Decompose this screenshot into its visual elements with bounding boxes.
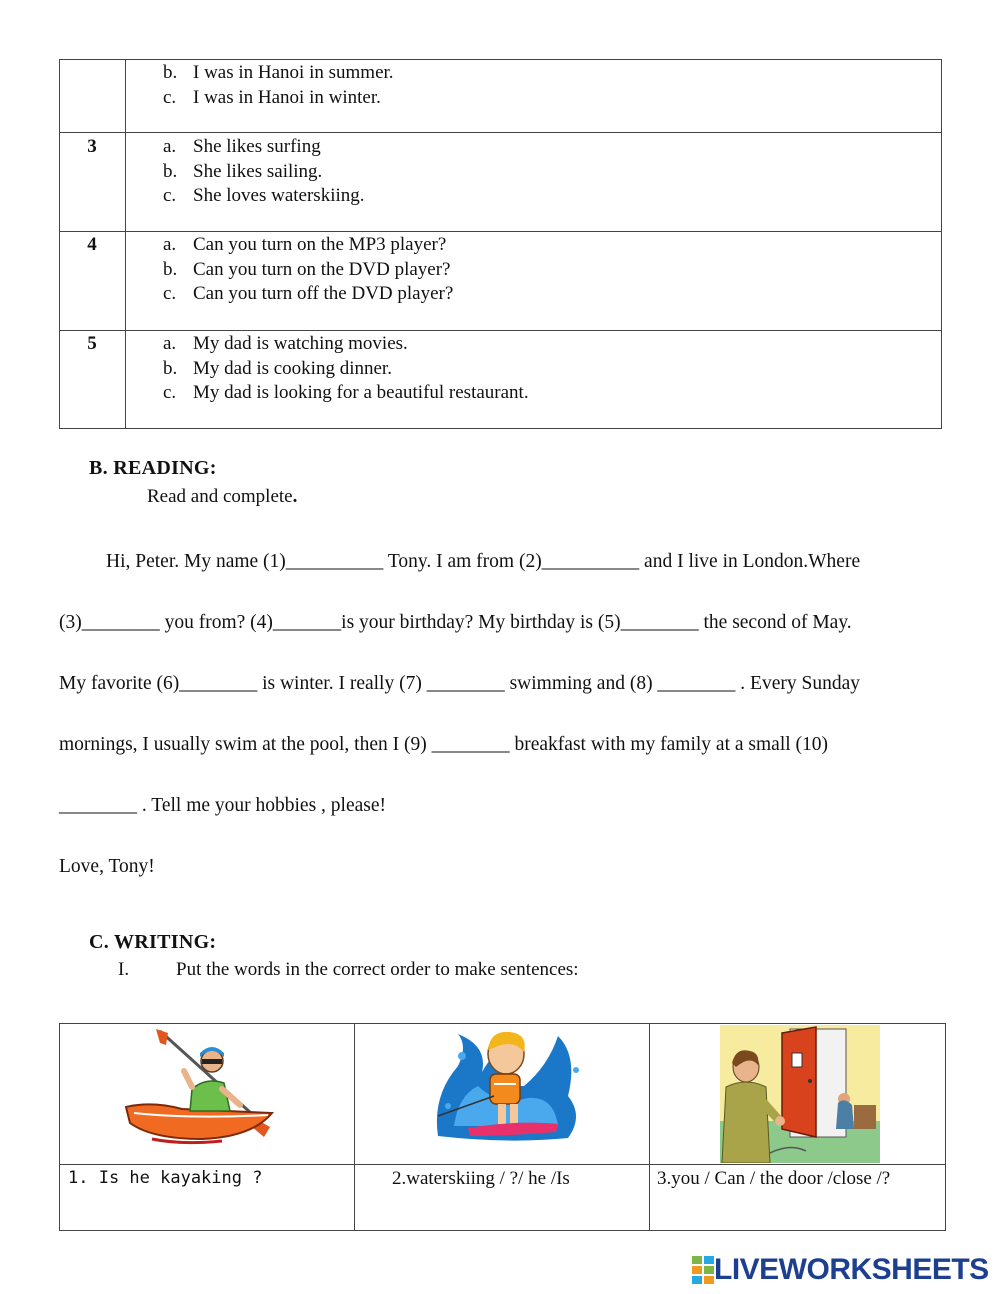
option-q4-b: b. Can you turn on the DVD player? xyxy=(163,258,451,280)
option-row0-c: c. I was in Hanoi in winter. xyxy=(163,86,381,108)
writing-task-instruction: Put the words in the correct order to make sentences: xyxy=(176,959,579,980)
liveworksheets-brand: LIVEWORKSHEETS xyxy=(714,1253,989,1286)
writing-task-number: I. xyxy=(118,959,130,980)
option-q3-a: a. She likes surfing xyxy=(163,136,321,157)
option-q5-a: a. My dad is watching movies. xyxy=(163,333,408,354)
writing-item-3: 3.you / Can / the door /close /? xyxy=(657,1168,891,1189)
option-q4-c: c. Can you turn off the DVD player? xyxy=(163,283,454,304)
option-q3-c: c. She loves waterskiing. xyxy=(163,185,365,206)
reading-line-5: ________ . Tell me your hobbies , please! xyxy=(59,795,387,816)
option-q4-a: a. Can you turn on the MP3 player? xyxy=(163,234,447,255)
waterskiing-boy-icon xyxy=(428,1026,586,1146)
closing-door-icon xyxy=(720,1025,880,1163)
reading-heading: B. READING: xyxy=(89,457,217,479)
reading-line-2: (3)________ you from? (4)_______is your birthday? My birthday is (5)________ the second of May. xyxy=(59,612,852,633)
option-row0-b: b. I was in Hanoi in summer. xyxy=(163,62,394,83)
question-number-4: 4 xyxy=(87,234,97,255)
option-q3-b: b. She likes sailing. xyxy=(163,160,323,182)
reading-line-3: My favorite (6)________ is winter. I really (7) ________ swimming and (8) ________ . Every Sunday xyxy=(59,673,860,694)
option-q5-c: c. My dad is looking for a beautiful restaurant. xyxy=(163,382,529,403)
writing-item-1: 1. Is he kayaking ? xyxy=(68,1168,263,1188)
reading-signoff: Love, Tony! xyxy=(59,856,155,877)
writing-heading: C. WRITING: xyxy=(89,931,217,953)
liveworksheets-logo-icon xyxy=(692,1256,714,1284)
question-number-3: 3 xyxy=(87,136,97,157)
reading-instruction: Read and complete. xyxy=(147,486,298,507)
writing-item-2: 2.waterskiing / ?/ he /Is xyxy=(392,1168,570,1189)
liveworksheets-logo[interactable] xyxy=(692,1254,989,1286)
question-number-5: 5 xyxy=(87,333,97,354)
reading-line-4: mornings, I usually swim at the pool, then I (9) ________ breakfast with my family at a small (10) xyxy=(59,734,829,755)
reading-line-1: Hi, Peter. My name (1)__________ Tony. I am from (2)__________ and I live in London.Where xyxy=(106,551,861,572)
kayaking-man-icon xyxy=(122,1027,286,1147)
option-q5-b: b. My dad is cooking dinner. xyxy=(163,357,392,379)
